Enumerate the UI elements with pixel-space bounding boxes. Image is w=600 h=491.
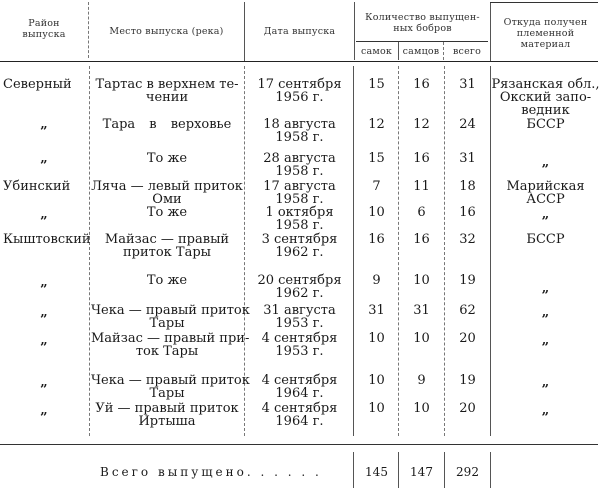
females-cell: 10 xyxy=(368,205,385,220)
males-cell: 6 xyxy=(417,205,426,220)
males-cell: 16 xyxy=(413,232,430,247)
total-cell: 20 xyxy=(459,401,476,416)
place-cell xyxy=(91,78,243,104)
date-line: 17 сентября xyxy=(257,77,342,92)
date-line: 1964 г. xyxy=(275,386,324,401)
district-cell: Убинский xyxy=(3,179,71,194)
females-cell: 10 xyxy=(368,373,385,388)
males-cell: 10 xyxy=(413,331,430,346)
place-line: чении xyxy=(145,90,189,105)
males-cell: 16 xyxy=(413,151,430,166)
header-source-line3: материал xyxy=(520,39,571,50)
place-line: То же xyxy=(146,151,188,166)
total-cell: 19 xyxy=(459,373,476,388)
date-line: 1964 г. xyxy=(275,414,324,429)
district-cell: Кыштовский xyxy=(3,232,91,247)
place-line: Тары xyxy=(149,316,185,331)
females-cell: 12 xyxy=(368,117,385,132)
place-line: Чека — правый приток xyxy=(91,303,250,318)
col-divider xyxy=(89,66,90,436)
males-cell: 10 xyxy=(413,401,430,416)
header-males: самцов xyxy=(402,46,440,57)
date-line: 3 сентября xyxy=(261,232,338,247)
date-cell xyxy=(246,402,353,428)
females-cell: 9 xyxy=(372,273,381,288)
col-divider xyxy=(353,66,354,436)
date-line: 1962 г. xyxy=(275,286,324,301)
source-cell: „ xyxy=(541,207,550,222)
source-line: Марийская xyxy=(506,179,585,194)
totals-total: 292 xyxy=(456,465,479,479)
place-line: Майзас — правый при- xyxy=(91,331,250,346)
place-line: Тара в верховье xyxy=(102,117,232,132)
district-cell: „ xyxy=(40,333,48,348)
district-cell: Северный xyxy=(3,77,72,92)
total-cell: 19 xyxy=(459,273,476,288)
males-cell: 9 xyxy=(417,373,426,388)
header-bottom-rule xyxy=(0,61,598,62)
females-cell: 10 xyxy=(368,331,385,346)
header-date: Дата выпуска xyxy=(263,26,336,37)
date-line: 1958 г. xyxy=(275,164,324,179)
source-cell: „ xyxy=(541,403,550,418)
source-cell: „ xyxy=(541,305,550,320)
date-cell xyxy=(246,206,353,232)
total-cell: 62 xyxy=(459,303,476,318)
date-line: 31 августа xyxy=(263,303,336,318)
date-cell xyxy=(246,118,353,144)
place-cell xyxy=(91,373,250,401)
date-cell xyxy=(246,233,353,259)
total-cell: 31 xyxy=(459,151,476,166)
source-cell: БССР xyxy=(526,232,565,247)
females-cell: 7 xyxy=(372,179,381,194)
district-cell: „ xyxy=(40,375,48,390)
females-cell: 15 xyxy=(368,77,385,92)
header-source-line2: племенной xyxy=(516,28,575,39)
total-cell: 24 xyxy=(459,117,476,132)
source-cell: „ xyxy=(541,155,550,170)
total-cell: 31 xyxy=(459,77,476,92)
header-source-line1: Откуда получен xyxy=(503,17,588,28)
district-cell: „ xyxy=(40,151,48,166)
source-cell xyxy=(491,78,600,117)
header-count-line1: Количество выпущен- xyxy=(365,12,480,23)
source-line: АССР xyxy=(526,192,565,207)
place-line: Иртыша xyxy=(138,414,196,429)
header-source xyxy=(491,17,600,50)
date-cell xyxy=(246,374,353,400)
header-place: Место выпуска (река) xyxy=(109,26,224,37)
total-cell: 32 xyxy=(459,232,476,247)
date-cell xyxy=(246,180,353,206)
females-cell: 10 xyxy=(368,401,385,416)
males-cell: 11 xyxy=(413,179,430,194)
col-divider xyxy=(490,452,491,488)
place-cell xyxy=(91,402,243,428)
date-line: 1 октября xyxy=(265,205,334,220)
date-line: 4 сентября xyxy=(261,401,338,416)
place-cell xyxy=(91,206,243,219)
place-cell xyxy=(91,303,250,331)
date-line: 1962 г. xyxy=(275,245,324,260)
date-cell xyxy=(246,304,353,330)
place-cell xyxy=(91,331,250,359)
date-line: 1953 г. xyxy=(275,316,324,331)
total-cell: 20 xyxy=(459,331,476,346)
header-subdivider xyxy=(356,41,488,42)
district-cell: „ xyxy=(40,275,48,290)
females-cell: 15 xyxy=(368,151,385,166)
males-cell: 16 xyxy=(413,77,430,92)
source-line: Окский запо- xyxy=(499,90,592,105)
source-line: БССР xyxy=(526,117,565,132)
place-line: Оми xyxy=(152,192,182,207)
females-cell: 31 xyxy=(368,303,385,318)
place-line: ток Тары xyxy=(135,344,199,359)
total-cell: 18 xyxy=(459,179,476,194)
source-cell: „ xyxy=(541,281,550,296)
females-cell: 16 xyxy=(368,232,385,247)
place-cell xyxy=(91,274,243,287)
place-line: Уй — правый приток xyxy=(95,401,239,416)
source-cell xyxy=(491,180,600,206)
place-cell xyxy=(91,180,243,206)
header-district-line2: выпуска xyxy=(22,29,66,40)
date-cell xyxy=(246,332,353,358)
district-cell: „ xyxy=(40,403,48,418)
source-cell: „ xyxy=(541,375,550,390)
header-total: всего xyxy=(453,46,481,57)
source-line: Рязанская обл., xyxy=(491,77,600,92)
totals-label: Всего выпущено. . . . . . xyxy=(100,465,322,479)
place-line: То же xyxy=(146,273,188,288)
header-count-line2: ных бобров xyxy=(393,23,452,34)
district-cell: „ xyxy=(40,305,48,320)
date-line: 1958 г. xyxy=(275,192,324,207)
date-cell xyxy=(246,152,353,178)
date-line: 1958 г. xyxy=(275,218,324,233)
date-line: 4 сентября xyxy=(261,331,338,346)
source-cell: „ xyxy=(541,333,550,348)
date-line: 4 сентября xyxy=(261,373,338,388)
source-cell xyxy=(491,118,600,131)
district-cell: „ xyxy=(40,207,48,222)
place-line: Майзас — правый xyxy=(104,232,230,247)
place-line: Ляча — левый приток xyxy=(91,179,243,194)
males-cell: 12 xyxy=(413,117,430,132)
date-line: 28 августа xyxy=(263,151,336,166)
header-district xyxy=(0,18,88,40)
place-cell xyxy=(91,233,243,259)
totals-females: 145 xyxy=(365,465,388,479)
place-line: Чека — правый приток xyxy=(91,373,250,388)
place-line: приток Тары xyxy=(122,245,212,260)
total-cell: 16 xyxy=(459,205,476,220)
date-line: 1953 г. xyxy=(275,344,324,359)
date-cell xyxy=(246,78,353,104)
header-top-rule xyxy=(490,2,598,3)
header-district-line1: Район xyxy=(28,18,60,29)
header-count-group xyxy=(355,12,490,34)
place-line: Тары xyxy=(149,386,185,401)
place-cell xyxy=(91,152,243,165)
place-line: То же xyxy=(146,205,188,220)
header-females: самок xyxy=(360,46,393,57)
place-cell xyxy=(91,118,243,131)
date-cell xyxy=(246,274,353,300)
date-line: 18 августа xyxy=(263,117,336,132)
place-line: Тартас в верхнем те- xyxy=(95,77,239,92)
totals-top-rule xyxy=(0,444,598,445)
males-cell: 31 xyxy=(413,303,430,318)
date-line: 1956 г. xyxy=(275,90,324,105)
col-divider xyxy=(353,452,354,488)
district-cell: „ xyxy=(40,117,48,132)
males-cell: 10 xyxy=(413,273,430,288)
source-line: ведник xyxy=(521,103,570,118)
date-line: 1958 г. xyxy=(275,130,324,145)
date-line: 20 сентября xyxy=(257,273,342,288)
date-line: 17 августа xyxy=(263,179,336,194)
totals-males: 147 xyxy=(410,465,433,479)
